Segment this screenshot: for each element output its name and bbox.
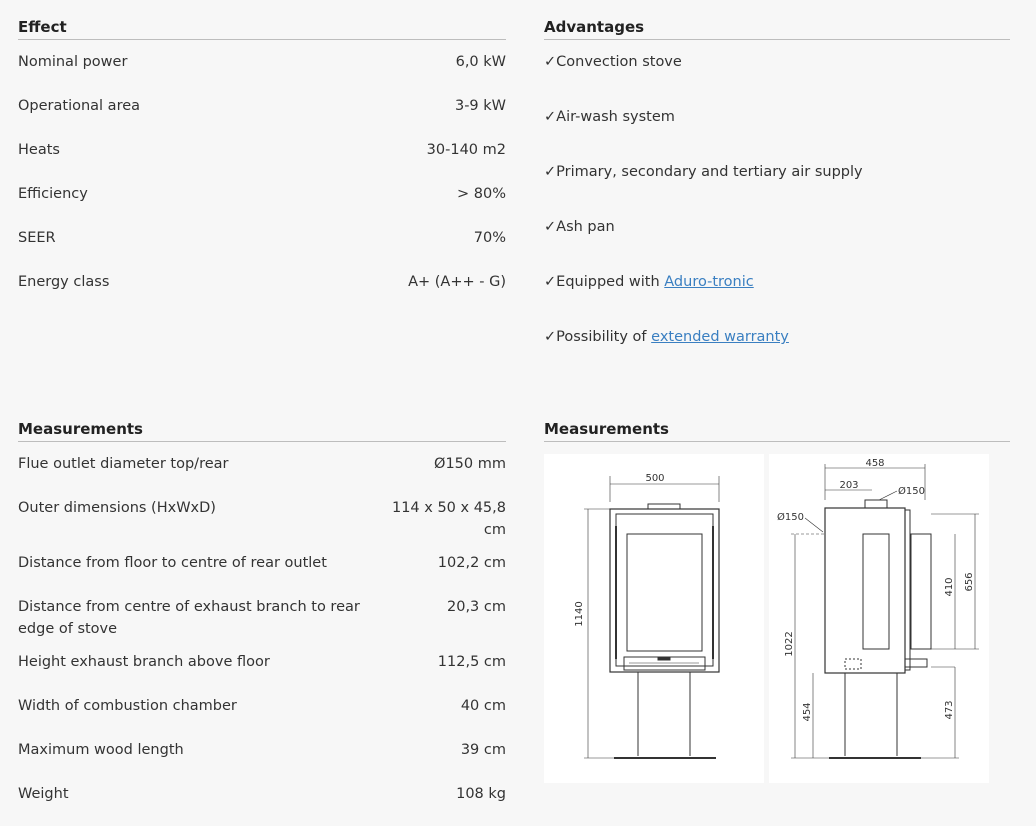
check-icon: ✓ — [544, 54, 557, 70]
extended-warranty-link[interactable]: extended warranty — [651, 329, 789, 345]
advantage-item: ✓Equipped with Aduro-tronic — [544, 274, 754, 290]
side-flue-rear-label: Ø150 — [777, 512, 804, 523]
effect-section — [18, 18, 506, 308]
spec-value: 20,3 cm — [447, 599, 506, 615]
side-view-drawing — [769, 454, 989, 783]
advantages-section — [544, 18, 1010, 358]
spec-label: Outer dimensions (HxWxD) — [18, 500, 216, 516]
spec-value: 112,5 cm — [437, 654, 506, 670]
spec-label: Maximum wood length — [18, 742, 184, 758]
spec-label: Weight — [18, 786, 69, 802]
spec-label: Heats — [18, 142, 60, 158]
spec-label: SEER — [18, 230, 56, 246]
advantage-item: ✓Convection stove — [544, 54, 682, 70]
spec-value: 108 kg — [456, 786, 506, 802]
spec-value: A+ (A++ - G) — [408, 274, 506, 290]
side-h4-label: 656 — [964, 572, 975, 592]
side-h1-label: 1022 — [784, 631, 795, 657]
side-flue-top-label: Ø150 — [898, 486, 925, 497]
spec-value: 114 x 50 x 45,8 cm — [391, 500, 506, 538]
spec-label: Efficiency — [18, 186, 88, 202]
spec-value: 70% — [473, 230, 506, 246]
side-depth-label: 458 — [865, 458, 885, 469]
spec-label: Distance from floor to centre of rear outlet — [18, 555, 327, 571]
spec-value: 30-140 m2 — [426, 142, 506, 158]
check-icon: ✓ — [544, 274, 557, 290]
side-h2-label: 454 — [802, 702, 813, 722]
side-offset-label: 203 — [839, 480, 859, 491]
front-view-drawing — [544, 454, 764, 783]
aduro-tronic-link[interactable]: Aduro-tronic — [664, 274, 754, 290]
spec-value: 6,0 kW — [455, 54, 506, 70]
spec-value: 39 cm — [460, 742, 506, 758]
check-icon: ✓ — [544, 329, 557, 345]
spec-label: Flue outlet diameter top/rear — [18, 456, 229, 472]
spec-label: Distance from centre of exhaust branch to rear edge of stove — [18, 599, 360, 637]
spec-value: Ø150 mm — [434, 456, 506, 472]
check-icon: ✓ — [544, 219, 557, 235]
effect-title: Effect — [18, 18, 506, 40]
spec-value: > 80% — [457, 186, 506, 202]
advantages-title: Advantages — [544, 18, 1010, 40]
check-icon: ✓ — [544, 164, 557, 180]
front-width-label: 500 — [645, 473, 665, 484]
advantage-item: ✓Air-wash system — [544, 109, 675, 125]
front-height-label: 1140 — [574, 601, 585, 627]
measurements-title: Measurements — [18, 420, 506, 442]
spec-value: 40 cm — [460, 698, 506, 714]
spec-row — [18, 497, 506, 541]
check-icon: ✓ — [544, 109, 557, 125]
advantage-item: ✓Possibility of extended warranty — [544, 329, 789, 345]
side-h3-label: 410 — [944, 577, 955, 597]
advantage-item: ✓Primary, secondary and tertiary air supply — [544, 164, 863, 180]
measurements-section — [18, 420, 506, 820]
spec-label: Height exhaust branch above floor — [18, 654, 270, 670]
spec-label: Width of combustion chamber — [18, 698, 237, 714]
spec-label: Operational area — [18, 98, 141, 114]
spec-label: Energy class — [18, 274, 110, 290]
spec-value: 102,2 cm — [437, 555, 506, 571]
side-h5-label: 473 — [944, 700, 955, 720]
spec-row — [18, 596, 506, 640]
spec-value: 3-9 kW — [454, 98, 506, 114]
spec-label: Nominal power — [18, 54, 128, 70]
measurements-drawing-section — [544, 420, 1010, 790]
measurements-drawing-title: Measurements — [544, 420, 1010, 442]
advantage-item: ✓Ash pan — [544, 219, 615, 235]
